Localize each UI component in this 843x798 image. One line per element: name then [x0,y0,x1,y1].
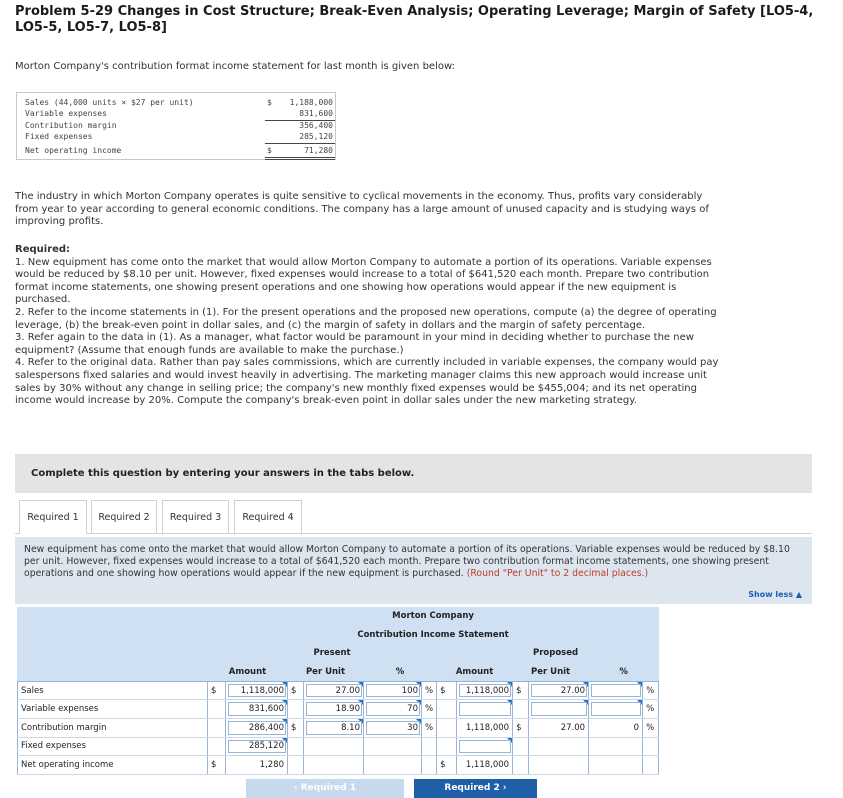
percent-sign: % [643,700,659,719]
present-net-income-amount: 1,280 [226,756,288,775]
required-item-1: 1. New equipment has come onto the market that would allow Morton Company to automate a portion of its operations. Variable expenses would be reduced by $8.10 per unit. However, fixed expenses would increase to a total of $641,520 each month. Prepare two contribution format income statements, one showing present operations and one showing how operations would appear if the new equipment is purchased. [15,256,712,306]
table-row [18,756,659,775]
statement-row-variable [25,108,335,120]
prev-required-1-button[interactable]: ‹ Required 1 [246,779,404,798]
dollar-sign: $ [208,681,226,700]
complete-question-banner: Complete this question by entering your answers in the tabs below. [15,454,812,493]
empty-cell [513,756,529,775]
statement-dollar: $ [267,146,272,155]
dollar-sign: $ [288,719,304,738]
percent-sign: % [422,700,437,719]
empty-cell [288,737,304,756]
header-blank [18,644,208,663]
table-row [18,737,659,756]
empty-cell [364,756,422,775]
proposed-sales-per-unit-input[interactable]: 27.00 [529,681,589,700]
statement-value: 356,400 [299,121,333,130]
next-required-2-button[interactable]: Required 2 › [414,779,537,798]
instructions-box [15,537,812,604]
dollar-sign [437,700,457,719]
proposed-variable-amount-input[interactable] [457,700,513,719]
dollar-sign [288,700,304,719]
empty-cell [422,756,437,775]
table-row [18,700,659,719]
industry-text: The industry in which Morton Company operates is quite sensitive to cyclical movements in the economy. Thus, profits vary considerably from year to year according to general economic conditions. The company has a large amount of unused capacity and is studying ways of improving profits. [15,191,709,228]
proposed-sales-amount-input[interactable]: 1,118,000 [457,681,513,700]
present-per-unit-header: Per Unit [288,663,364,682]
proposed-contribution-per-unit: 27.00 [529,719,589,738]
required-section [15,244,727,408]
empty-cell [529,756,589,775]
present-variable-amount-input[interactable]: 831,600 [226,700,288,719]
statement-value: 831,600 [265,108,335,121]
original-income-statement [16,92,336,160]
percent-sign: % [643,681,659,700]
statement-title: Contribution Income Statement [208,626,659,645]
percent-sign: % [422,719,437,738]
row-label: Sales [18,681,208,700]
company-name: Morton Company [208,607,659,626]
tab-required-2[interactable]: Required 2 [91,500,157,533]
empty-cell [422,737,437,756]
present-sales-per-unit-input[interactable]: 27.00 [304,681,364,700]
empty-cell [643,756,659,775]
proposed-header: Proposed [457,644,659,663]
dollar-sign: $ [437,756,457,775]
proposed-contribution-amount: 1,118,000 [457,719,513,738]
statement-label: Sales (44,000 units × $27 per unit) [25,98,194,107]
dollar-sign: $ [513,719,529,738]
industry-paragraph [15,191,725,229]
present-sales-amount-input[interactable]: 1,118,000 [226,681,288,700]
empty-cell [304,756,364,775]
contribution-income-statement-table [17,607,659,775]
dollar-sign: $ [208,756,226,775]
statement-label: Net operating income [25,146,122,155]
statement-value: 285,120 [265,131,335,144]
proposed-sales-percent-input[interactable] [589,681,643,700]
proposed-variable-percent-input[interactable] [589,700,643,719]
required-item-3: 3. Refer again to the data in (1). As a manager, what factor would be paramount in your mind in deciding whether to purchase the new equipment? (Assume that enough funds are available to make the purchase.) [15,332,694,356]
empty-cell [589,756,643,775]
empty-cell [304,737,364,756]
dollar-sign [208,700,226,719]
proposed-variable-per-unit-input[interactable] [529,700,589,719]
dollar-sign: $ [288,681,304,700]
statement-row-fixed [25,131,335,143]
statement-label: Contribution margin [25,121,117,130]
table-row [18,681,659,700]
required-item-2: 2. Refer to the income statements in (1). For the present operations and the proposed new operations, compute (a) the degree of operating leverage, (b) the break-even point in dollar sales, and (c) the margin of safety in dollars and the margin of safety percentage. [15,306,717,331]
intro-text: Morton Company's contribution format income statement for last month is given below: [15,61,455,72]
empty-cell [643,737,659,756]
statement-label: Variable expenses [25,109,107,118]
dollar-sign [513,700,529,719]
statement-row-net [25,145,335,157]
header-blank [18,626,208,645]
present-contribution-amount-input[interactable]: 286,400 [226,719,288,738]
present-variable-per-unit-input[interactable]: 18.90 [304,700,364,719]
present-percent-header: % [364,663,437,682]
rounding-note: (Round "Per Unit" to 2 decimal places.) [466,568,649,579]
tab-required-1[interactable]: Required 1 [19,500,87,534]
dollar-sign [208,719,226,738]
dollar-sign [437,737,457,756]
present-contribution-per-unit-input[interactable]: 8.10 [304,719,364,738]
statement-value: 1,188,000 [289,98,333,107]
row-label: Net operating income [18,756,208,775]
tab-required-3[interactable]: Required 3 [162,500,229,533]
proposed-net-income-amount: 1,118,000 [457,756,513,775]
problem-title: Problem 5-29 Changes in Cost Structure; Break-Even Analysis; Operating Leverage; Margin of Safety [LO5-4, LO5-5, LO5-7, LO5-8] [15,4,814,35]
header-blank [18,663,208,682]
empty-cell [288,756,304,775]
statement-label: Fixed expenses [25,132,93,141]
present-header: Present [208,644,457,663]
row-label: Contribution margin [18,719,208,738]
instructions-text: New equipment has come onto the market that would allow Morton Company to automate a portion of its operations. Variable expenses would be reduced by $8.10 per unit. However, fixed expenses would increase to a total of $641,520 each month. Prepare two contribution format income statements, one showing present operations and one showing how operations would appear if the new equipment is purchased. [24,544,790,579]
empty-cell [529,737,589,756]
present-variable-percent-input[interactable]: 70 [364,700,422,719]
present-fixed-amount-input[interactable]: 285,120 [226,737,288,756]
table-row [18,719,659,738]
required-heading: Required: [15,244,71,255]
required-item-4: 4. Refer to the original data. Rather than pay sales commissions, which are currently included in variable expenses, the company would pay salespersons fixed salaries and would invest heavily in advertising. The marketing manager claims this new approach would increase unit sales by 30% without any change in selling price; the company's new monthly fixed expenses would be $455,004; and its net operating income would increase by 20%. Compute the company's break-even point in dollar sales under the new marketing strategy. [15,357,719,407]
empty-cell [513,737,529,756]
percent-sign: % [422,681,437,700]
present-amount-header: Amount [208,663,288,682]
proposed-per-unit-header: Per Unit [513,663,589,682]
header-blank [18,607,208,626]
row-label: Fixed expenses [18,737,208,756]
row-label: Variable expenses [18,700,208,719]
statement-value: 71,280 [265,145,335,160]
tab-required-4[interactable]: Required 4 [234,500,302,533]
proposed-fixed-amount-input[interactable] [457,737,513,756]
empty-cell [589,737,643,756]
percent-sign: % [643,719,659,738]
dollar-sign [208,737,226,756]
proposed-contribution-percent: 0 [589,719,643,738]
dollar-sign: $ [513,681,529,700]
present-sales-percent-input[interactable]: 100 [364,681,422,700]
statement-dollar: $ [267,98,272,107]
proposed-percent-header: % [589,663,659,682]
empty-cell [364,737,422,756]
show-less-link[interactable]: Show less ▲ [748,590,802,599]
present-contribution-percent-input[interactable]: 30 [364,719,422,738]
dollar-sign [437,719,457,738]
proposed-amount-header: Amount [437,663,513,682]
dollar-sign: $ [437,681,457,700]
